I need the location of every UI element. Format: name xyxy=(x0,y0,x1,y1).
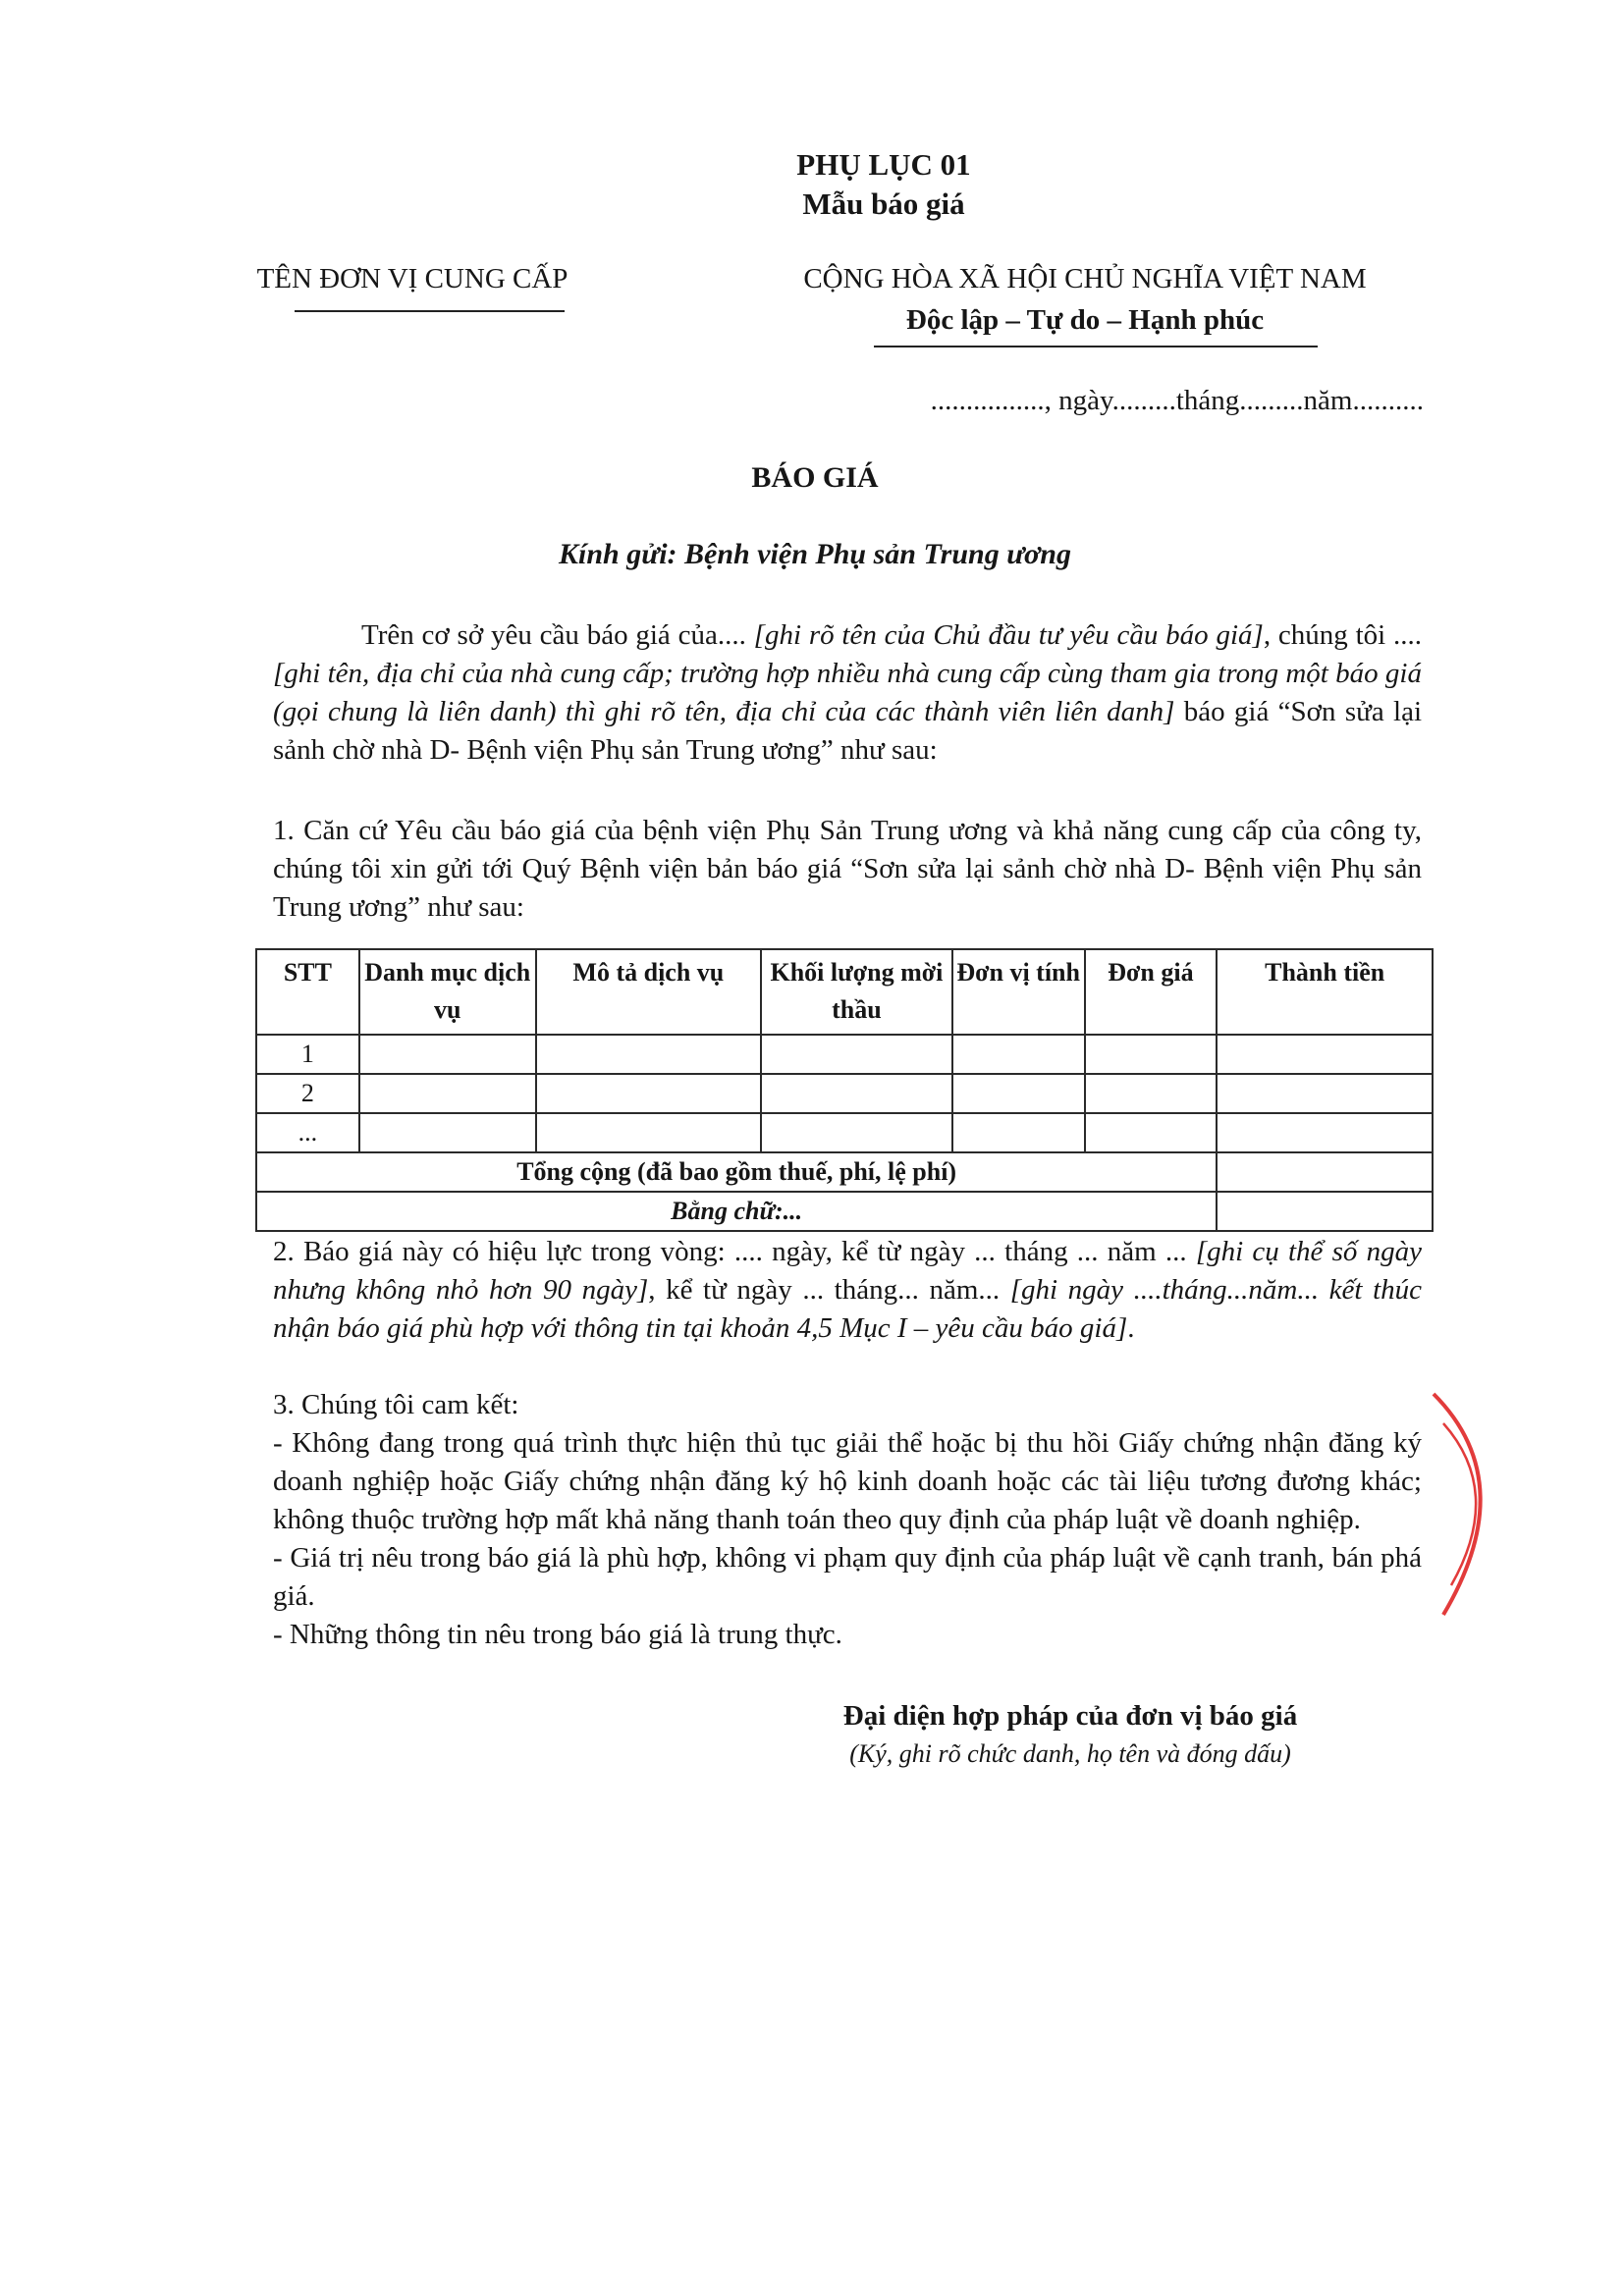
motto-underline xyxy=(874,346,1318,347)
supplier-underline xyxy=(295,310,565,312)
national-title: CỘNG HÒA XÃ HỘI CHỦ NGHĨA VIỆT NAM xyxy=(803,263,1367,294)
table-cell xyxy=(761,1113,952,1152)
table-cell xyxy=(1085,1035,1218,1074)
table-cell xyxy=(359,1113,536,1152)
table-cell xyxy=(536,1113,762,1152)
table-cell xyxy=(1085,1074,1218,1113)
validity-paragraph xyxy=(273,1233,1422,1348)
quote-table xyxy=(255,948,1434,1232)
row-stt: ... xyxy=(256,1113,359,1152)
table-cell xyxy=(1217,1074,1433,1113)
header-quantity: Khối lượng mời thầu xyxy=(761,949,952,1035)
total-value xyxy=(1217,1152,1433,1192)
total-label: Tổng cộng (đã bao gồm thuế, phí, lệ phí) xyxy=(256,1152,1217,1192)
document-title: BÁO GIÁ xyxy=(751,461,879,494)
table-row xyxy=(256,1074,1433,1113)
commitment-item: - Giá trị nêu trong báo giá là phù hợp, không vi phạm quy định của pháp luật về cạnh tranh, bán phá giá. xyxy=(273,1542,1422,1612)
date-line: ................, ngày.........tháng.........năm.......... xyxy=(930,385,1424,416)
supplier-name: TÊN ĐƠN VỊ CUNG CẤP xyxy=(256,263,568,294)
stamp-outer-arc xyxy=(1434,1394,1481,1615)
validity-text-c: , kể từ ngày ... tháng... năm... xyxy=(648,1274,1010,1306)
intro-placeholder-supplier: [ghi tên, địa chỉ của nhà cung cấp; trường hợp nhiều nhà cung cấp cùng tham gia trong một báo giá (gọi chung là liên danh) thì ghi rõ tên, địa chỉ của các thành viên liên danh] xyxy=(273,658,1422,727)
recipient-line: Kính gửi: Bệnh viện Phụ sản Trung ương xyxy=(559,538,1071,570)
table-cell xyxy=(1085,1113,1218,1152)
annex-title: PHỤ LỤC 01 xyxy=(796,147,971,182)
amount-in-words-label: Bằng chữ:... xyxy=(256,1192,1217,1231)
commitments-section xyxy=(273,1386,1422,1654)
total-row xyxy=(256,1152,1433,1192)
table-row xyxy=(256,1035,1433,1074)
table-cell xyxy=(1217,1113,1433,1152)
table-cell xyxy=(1217,1035,1433,1074)
table-cell xyxy=(761,1074,952,1113)
validity-text-a: 2. Báo giá này có hiệu lực trong vòng: .... ngày, kể từ ngày ... tháng ... năm ... xyxy=(273,1236,1196,1267)
header-service-category: Danh mục dịch vụ xyxy=(359,949,536,1035)
table-cell xyxy=(952,1035,1085,1074)
commitment-item: - Không đang trong quá trình thực hiện thủ tục giải thể hoặc bị thu hồi Giấy chứng nhận đăng ký doanh nghiệp hoặc Giấy chứng nhận đăng ký hộ kinh doanh hoặc các tài liệu tương đương khác; không thuộc trường hợp mất khả năng thanh toán theo quy định của pháp luật về doanh nghiệp. xyxy=(273,1427,1422,1535)
table-row xyxy=(256,1113,1433,1152)
intro-tail: báo giá “Sơn sửa lại sảnh chờ nhà D- Bệnh viện Phụ sản Trung ương” như sau: xyxy=(273,696,1423,766)
validity-placeholder-date: [ghi ngày ....tháng...năm... kết thúc nhận báo giá phù hợp với thông tin tại khoản 4,5 Mục I – yêu cầu báo giá] xyxy=(273,1274,1422,1344)
header-service-description: Mô tả dịch vụ xyxy=(536,949,762,1035)
intro-mid: , chúng tôi .... xyxy=(1263,619,1422,651)
national-motto: Độc lập – Tự do – Hạnh phúc xyxy=(905,304,1265,336)
amount-in-words-value xyxy=(1217,1192,1433,1231)
basis-paragraph: 1. Căn cứ Yêu cầu báo giá của bệnh viện Phụ Sản Trung ương và khả năng cung cấp của công ty, chúng tôi xin gửi tới Quý Bệnh viện bản báo giá “Sơn sửa lại sảnh chờ nhà D- Bệnh viện Phụ sản Trung ương” như sau: xyxy=(273,815,1422,923)
table-cell xyxy=(761,1035,952,1074)
row-stt: 1 xyxy=(256,1035,359,1074)
validity-text-e: . xyxy=(1127,1312,1135,1344)
signature-note: (Ký, ghi rõ chức danh, họ tên và đóng dấu) xyxy=(849,1739,1291,1768)
header-unit: Đơn vị tính xyxy=(952,949,1085,1035)
red-stamp-fragment xyxy=(1414,1374,1532,1629)
header-amount: Thành tiền xyxy=(1217,949,1433,1035)
table-cell xyxy=(952,1113,1085,1152)
commitments-heading: 3. Chúng tôi cam kết: xyxy=(273,1389,519,1420)
header-unit-price: Đơn giá xyxy=(1085,949,1218,1035)
table-cell xyxy=(359,1035,536,1074)
intro-placeholder-investor: [ghi rõ tên của Chủ đầu tư yêu cầu báo giá] xyxy=(753,619,1264,651)
table-header-row xyxy=(256,949,1433,1035)
table-cell xyxy=(536,1074,762,1113)
signature-title: Đại diện hợp pháp của đơn vị báo giá xyxy=(842,1700,1298,1732)
row-stt: 2 xyxy=(256,1074,359,1113)
annex-subtitle: Mẫu báo giá xyxy=(802,187,965,221)
header-stt: STT xyxy=(256,949,359,1035)
words-row xyxy=(256,1192,1433,1231)
commitment-item: - Những thông tin nêu trong báo giá là trung thực. xyxy=(273,1619,842,1650)
validity-placeholder-days: [ghi cụ thể số ngày nhưng không nhỏ hơn 90 ngày] xyxy=(273,1236,1422,1306)
table-cell xyxy=(952,1074,1085,1113)
intro-paragraph xyxy=(273,616,1422,770)
table-cell xyxy=(536,1035,762,1074)
intro-lead: Trên cơ sở yêu cầu báo giá của.... xyxy=(361,619,754,651)
table-cell xyxy=(359,1074,536,1113)
